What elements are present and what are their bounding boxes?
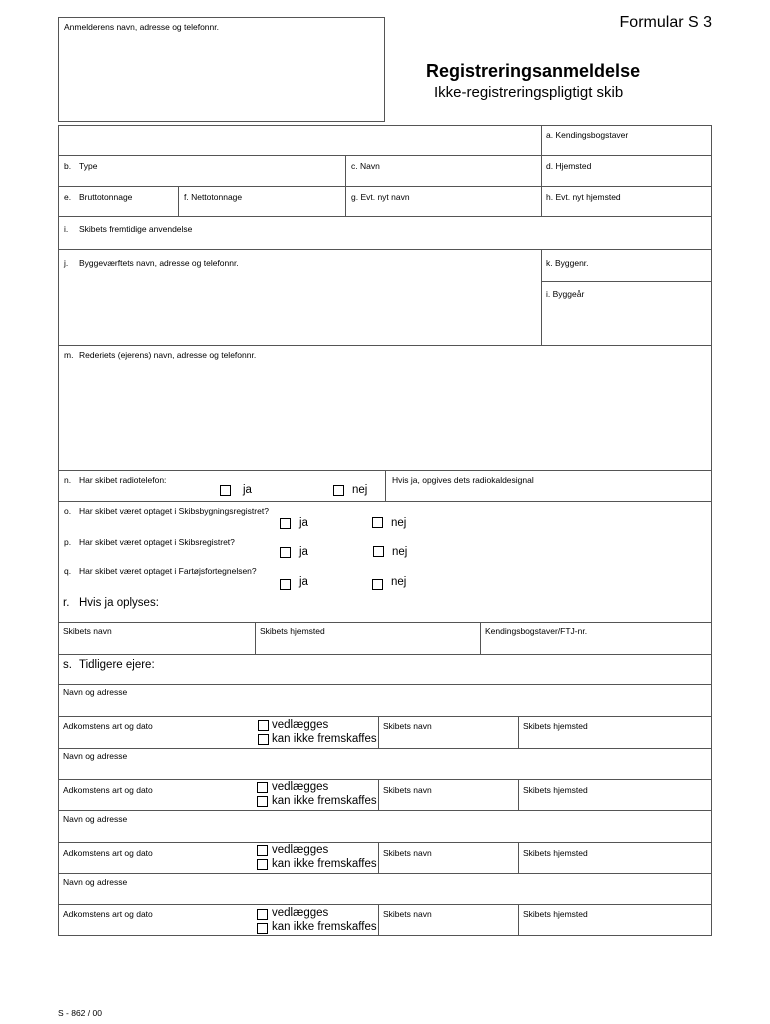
- field-l-label: i. Byggeår: [546, 289, 585, 299]
- field-s-letter: s.: [63, 659, 72, 671]
- field-b-label: Type: [79, 161, 98, 171]
- q-no-label: nej: [391, 576, 407, 588]
- owner-attached-checkbox[interactable]: [257, 909, 268, 920]
- owner-name-label: Navn og adresse: [63, 814, 128, 824]
- field-g-label: g. Evt. nyt navn: [351, 192, 410, 202]
- owner-name-label: Navn og adresse: [63, 877, 128, 887]
- field-j-label: Byggeværftets navn, adresse og telefonnr.: [79, 258, 239, 268]
- owner-attached-checkbox[interactable]: [258, 720, 269, 731]
- owner-name-label: Navn og adresse: [63, 751, 128, 761]
- o-no-label: nej: [391, 517, 407, 529]
- owner-acq-label: Adkomstens art og dato: [63, 909, 153, 919]
- field-o-letter: o.: [64, 506, 72, 516]
- owner-attached-label: vedlægges: [272, 907, 329, 919]
- r-col-call-sign: Kendingsbogstaver/FTJ-nr.: [485, 626, 588, 636]
- n-yes-label: ja: [243, 484, 252, 496]
- q-yes-checkbox[interactable]: [280, 579, 291, 590]
- r-col-ship-name: Skibets navn: [63, 626, 112, 636]
- field-k-label: k. Byggenr.: [546, 258, 589, 268]
- field-f-label: f. Nettotonnage: [184, 192, 243, 202]
- field-r-label: Hvis ja oplyses:: [79, 597, 159, 609]
- owner-unavailable-checkbox[interactable]: [258, 734, 269, 745]
- field-a-label: a. Kendingsbogstaver: [546, 130, 629, 140]
- p-yes-label: ja: [299, 546, 308, 558]
- field-j-letter: j.: [64, 258, 69, 268]
- owner-ship-name-label: Skibets navn: [383, 785, 432, 795]
- o-no-checkbox[interactable]: [372, 517, 383, 528]
- field-p-letter: p.: [64, 537, 72, 547]
- n-no-label: nej: [352, 484, 368, 496]
- owner-ship-name-label: Skibets navn: [383, 721, 432, 731]
- owner-ship-home-label: Skibets hjemsted: [523, 785, 588, 795]
- field-c-label: c. Navn: [351, 161, 380, 171]
- field-p-label: Har skibet været optaget i Skibsregistret?: [79, 537, 235, 547]
- field-n-letter: n.: [64, 475, 72, 485]
- field-n-label: Har skibet radiotelefon:: [79, 475, 167, 485]
- owner-ship-name-label: Skibets navn: [383, 848, 432, 858]
- field-s-label: Tidligere ejere:: [79, 659, 155, 671]
- owner-attached-checkbox[interactable]: [257, 782, 268, 793]
- owner-unavailable-label: kan ikke fremskaffes: [272, 733, 377, 745]
- owner-attached-label: vedlægges: [272, 781, 329, 793]
- owner-unavailable-checkbox[interactable]: [257, 923, 268, 934]
- owner-unavailable-checkbox[interactable]: [257, 859, 268, 870]
- field-b-letter: b.: [64, 161, 72, 171]
- owner-acq-label: Adkomstens art og dato: [63, 721, 153, 731]
- owner-attached-label: vedlægges: [272, 844, 329, 856]
- owner-acq-label: Adkomstens art og dato: [63, 785, 153, 795]
- p-no-checkbox[interactable]: [373, 546, 384, 557]
- q-yes-label: ja: [299, 576, 308, 588]
- form-title: Registreringsanmeldelse: [426, 61, 641, 81]
- p-no-label: nej: [392, 546, 408, 558]
- field-d-label: d. Hjemsted: [546, 161, 592, 171]
- owner-attached-label: vedlægges: [272, 719, 329, 731]
- form-id: Formular S 3: [619, 14, 712, 31]
- owner-unavailable-checkbox[interactable]: [257, 796, 268, 807]
- field-h-label: h. Evt. nyt hjemsted: [546, 192, 621, 202]
- footer-form-code: S - 862 / 00: [58, 1008, 102, 1018]
- owner-unavailable-label: kan ikke fremskaffes: [272, 921, 377, 933]
- owner-acq-label: Adkomstens art og dato: [63, 848, 153, 858]
- field-q-letter: q.: [64, 566, 72, 576]
- owner-ship-home-label: Skibets hjemsted: [523, 848, 588, 858]
- field-i-letter: i.: [64, 224, 69, 234]
- owner-ship-home-label: Skibets hjemsted: [523, 721, 588, 731]
- r-col-ship-home: Skibets hjemsted: [260, 626, 325, 636]
- q-no-checkbox[interactable]: [372, 579, 383, 590]
- owner-unavailable-label: kan ikke fremskaffes: [272, 858, 377, 870]
- p-yes-checkbox[interactable]: [280, 547, 291, 558]
- n-yes-checkbox[interactable]: [220, 485, 231, 496]
- field-n-right-label: Hvis ja, opgives dets radiokaldesignal: [392, 475, 534, 485]
- form-subtitle: Ikke-registreringspligtigt skib: [434, 84, 624, 101]
- o-yes-label: ja: [299, 517, 308, 529]
- field-i-label: Skibets fremtidige anvendelse: [79, 224, 193, 234]
- applicant-box[interactable]: [58, 17, 385, 122]
- field-e-letter: e.: [64, 192, 72, 202]
- n-no-checkbox[interactable]: [333, 485, 344, 496]
- owner-name-label: Navn og adresse: [63, 687, 128, 697]
- owner-ship-name-label: Skibets navn: [383, 909, 432, 919]
- field-q-label: Har skibet været optaget i Fartøjsfortegnelsen?: [79, 566, 257, 576]
- field-m-label: Rederiets (ejerens) navn, adresse og telefonnr.: [79, 350, 257, 360]
- owner-ship-home-label: Skibets hjemsted: [523, 909, 588, 919]
- applicant-box-label: Anmelderens navn, adresse og telefonnr.: [64, 22, 219, 32]
- field-r-letter: r.: [63, 597, 70, 609]
- owner-attached-checkbox[interactable]: [257, 845, 268, 856]
- field-o-label: Har skibet været optaget i Skibsbygningsregistret?: [79, 506, 269, 516]
- field-m-letter: m.: [64, 350, 74, 360]
- field-e-label: Bruttotonnage: [79, 192, 133, 202]
- main-form-grid: [58, 125, 712, 936]
- owner-unavailable-label: kan ikke fremskaffes: [272, 795, 377, 807]
- o-yes-checkbox[interactable]: [280, 518, 291, 529]
